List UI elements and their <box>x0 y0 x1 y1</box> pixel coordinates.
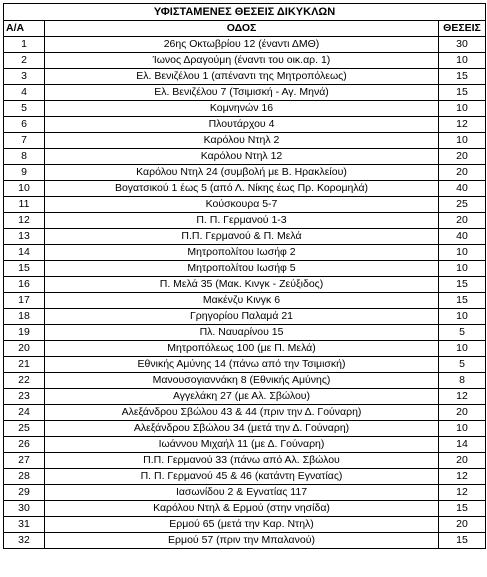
cell-aa: 23 <box>4 389 45 405</box>
table-row <box>4 533 486 549</box>
cell-aa: 1 <box>4 37 45 53</box>
cell-road: Μακένζυ Κινγκ 6 <box>45 293 439 309</box>
cell-positions: 20 <box>439 165 486 181</box>
cell-aa: 27 <box>4 453 45 469</box>
cell-positions: 14 <box>439 437 486 453</box>
cell-aa: 12 <box>4 213 45 229</box>
cell-road: Π. Μελά 35 (Μακ. Κινγκ - Ζεύξιδος) <box>45 277 439 293</box>
cell-positions: 12 <box>439 485 486 501</box>
cell-aa: 18 <box>4 309 45 325</box>
cell-aa: 10 <box>4 181 45 197</box>
cell-positions: 20 <box>439 213 486 229</box>
cell-aa: 19 <box>4 325 45 341</box>
cell-positions: 20 <box>439 149 486 165</box>
cell-road: Ελ. Βενιζέλου 7 (Τσιμισκή - Αγ. Μηνά) <box>45 85 439 101</box>
cell-aa: 21 <box>4 357 45 373</box>
cell-positions: 20 <box>439 517 486 533</box>
table-row <box>4 213 486 229</box>
cell-aa: 29 <box>4 485 45 501</box>
table-row <box>4 309 486 325</box>
table-row <box>4 453 486 469</box>
table-row <box>4 197 486 213</box>
cell-road: Γρηγορίου Παλαμά 21 <box>45 309 439 325</box>
table-row <box>4 133 486 149</box>
cell-road: Ίωνος Δραγούμη (έναντι του οικ.αρ. 1) <box>45 53 439 69</box>
cell-road: Π. Π. Γερμανού 45 & 46 (κατάντη Εγνατίας) <box>45 469 439 485</box>
cell-aa: 24 <box>4 405 45 421</box>
cell-positions: 15 <box>439 501 486 517</box>
cell-aa: 30 <box>4 501 45 517</box>
cell-aa: 31 <box>4 517 45 533</box>
header-positions: ΘΕΣΕΙΣ <box>439 21 486 37</box>
cell-positions: 15 <box>439 533 486 549</box>
table-row <box>4 341 486 357</box>
header-road: ΟΔΟΣ <box>45 21 439 37</box>
cell-road: Π.Π. Γερμανού & Π. Μελά <box>45 229 439 245</box>
table-row <box>4 501 486 517</box>
table-row <box>4 437 486 453</box>
cell-road: Ιασωνίδου 2 & Εγνατίας 117 <box>45 485 439 501</box>
cell-road: Αγγελάκη 27 (με Αλ. Σβώλου) <box>45 389 439 405</box>
cell-positions: 25 <box>439 197 486 213</box>
table-row <box>4 149 486 165</box>
cell-positions: 10 <box>439 133 486 149</box>
cell-road: Π.Π. Γερμανού 33 (πάνω από Αλ. Σβώλου <box>45 453 439 469</box>
cell-aa: 32 <box>4 533 45 549</box>
cell-aa: 2 <box>4 53 45 69</box>
cell-road: Ιωάννου Μιχαήλ 11 (με Δ. Γούναρη) <box>45 437 439 453</box>
cell-aa: 16 <box>4 277 45 293</box>
cell-positions: 10 <box>439 421 486 437</box>
cell-positions: 12 <box>439 117 486 133</box>
table-row <box>4 277 486 293</box>
cell-road: Μητροπολίτου Ιωσήφ 2 <box>45 245 439 261</box>
table-row <box>4 85 486 101</box>
cell-aa: 15 <box>4 261 45 277</box>
table-row <box>4 165 486 181</box>
table-row <box>4 37 486 53</box>
table-row <box>4 53 486 69</box>
cell-road: Βογατσικού 1 έως 5 (από Λ. Νίκης έως Πρ. Κορομηλά) <box>45 181 439 197</box>
cell-aa: 8 <box>4 149 45 165</box>
table-row <box>4 485 486 501</box>
cell-positions: 20 <box>439 405 486 421</box>
cell-aa: 3 <box>4 69 45 85</box>
cell-positions: 10 <box>439 341 486 357</box>
cell-aa: 17 <box>4 293 45 309</box>
table-row <box>4 325 486 341</box>
cell-positions: 40 <box>439 229 486 245</box>
table-row <box>4 117 486 133</box>
table-row <box>4 421 486 437</box>
cell-road: Καρόλου Ντηλ 12 <box>45 149 439 165</box>
cell-positions: 15 <box>439 293 486 309</box>
cell-positions: 5 <box>439 357 486 373</box>
cell-aa: 22 <box>4 373 45 389</box>
cell-positions: 12 <box>439 469 486 485</box>
cell-road: 26ης Οκτωβρίου 12 (έναντι ΔΜΘ) <box>45 37 439 53</box>
bike-parking-sheet <box>3 3 486 549</box>
table-title-row <box>4 4 486 21</box>
cell-aa: 6 <box>4 117 45 133</box>
cell-aa: 28 <box>4 469 45 485</box>
cell-road: Μανουσογιαννάκη 8 (Εθνικής Αμύνης) <box>45 373 439 389</box>
cell-positions: 15 <box>439 277 486 293</box>
table-header-row <box>4 21 486 37</box>
cell-road: Κομνηνών 16 <box>45 101 439 117</box>
cell-positions: 10 <box>439 261 486 277</box>
cell-road: Π. Π. Γερμανού 1-3 <box>45 213 439 229</box>
cell-positions: 10 <box>439 53 486 69</box>
cell-positions: 5 <box>439 325 486 341</box>
cell-positions: 20 <box>439 453 486 469</box>
cell-road: Αλεξάνδρου Σβώλου 43 & 44 (πριν την Δ. Γούναρη) <box>45 405 439 421</box>
table-row <box>4 293 486 309</box>
bike-parking-table <box>3 3 486 549</box>
cell-aa: 26 <box>4 437 45 453</box>
cell-aa: 14 <box>4 245 45 261</box>
table-row <box>4 517 486 533</box>
table-row <box>4 261 486 277</box>
table-row <box>4 389 486 405</box>
cell-positions: 15 <box>439 85 486 101</box>
cell-aa: 7 <box>4 133 45 149</box>
cell-positions: 10 <box>439 101 486 117</box>
cell-aa: 11 <box>4 197 45 213</box>
table-row <box>4 69 486 85</box>
cell-aa: 9 <box>4 165 45 181</box>
cell-road: Μητροπόλεως 100 (με Π. Μελά) <box>45 341 439 357</box>
table-row <box>4 357 486 373</box>
cell-aa: 5 <box>4 101 45 117</box>
cell-positions: 40 <box>439 181 486 197</box>
cell-positions: 8 <box>439 373 486 389</box>
table-row <box>4 101 486 117</box>
cell-aa: 4 <box>4 85 45 101</box>
cell-positions: 12 <box>439 389 486 405</box>
cell-positions: 10 <box>439 245 486 261</box>
cell-road: Καρόλου Ντηλ 2 <box>45 133 439 149</box>
cell-road: Καρόλου Ντηλ & Ερμού (στην νησίδα) <box>45 501 439 517</box>
table-row <box>4 373 486 389</box>
cell-road: Πλουτάρχου 4 <box>45 117 439 133</box>
table-title: ΥΦΙΣΤΑΜΕΝΕΣ ΘΕΣΕΙΣ ΔΙΚΥΚΛΩΝ <box>4 4 486 21</box>
cell-aa: 13 <box>4 229 45 245</box>
cell-positions: 15 <box>439 69 486 85</box>
cell-positions: 30 <box>439 37 486 53</box>
table-row <box>4 181 486 197</box>
cell-road: Ερμού 57 (πριν την Μπαλανού) <box>45 533 439 549</box>
cell-positions: 10 <box>439 309 486 325</box>
cell-aa: 25 <box>4 421 45 437</box>
cell-aa: 20 <box>4 341 45 357</box>
table-body <box>4 4 486 549</box>
table-row <box>4 405 486 421</box>
cell-road: Ερμού 65 (μετά την Καρ. Ντηλ) <box>45 517 439 533</box>
cell-road: Εθνικής Αμύνης 14 (πάνω από την Τσιμισκή) <box>45 357 439 373</box>
table-row <box>4 469 486 485</box>
table-row <box>4 245 486 261</box>
cell-road: Αλεξάνδρου Σβώλου 34 (μετά την Δ. Γούναρη) <box>45 421 439 437</box>
cell-road: Ελ. Βενιζέλου 1 (απέναντι της Μητροπόλεως) <box>45 69 439 85</box>
cell-road: Πλ. Ναυαρίνου 15 <box>45 325 439 341</box>
cell-road: Καρόλου Ντηλ 24 (συμβολή με Β. Ηρακλείου) <box>45 165 439 181</box>
table-row <box>4 229 486 245</box>
cell-road: Μητροπολίτου Ιωσήφ 5 <box>45 261 439 277</box>
cell-road: Κούσκουρα 5-7 <box>45 197 439 213</box>
header-aa: Α/Α <box>4 21 45 37</box>
